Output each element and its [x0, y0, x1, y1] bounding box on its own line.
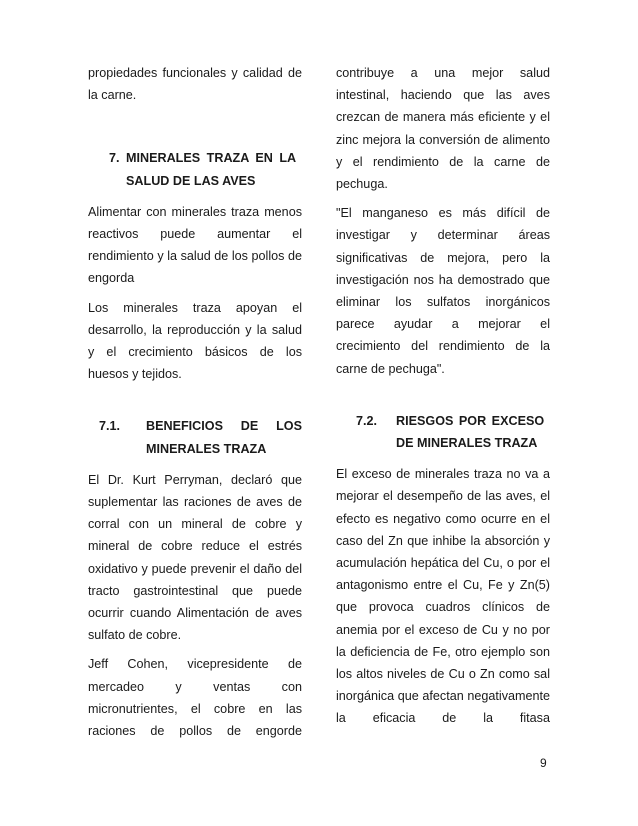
section-7-2-title-line2: DE MINERALES TRAZA: [396, 436, 538, 451]
left-column: [88, 62, 302, 749]
section-7-1-number: 7.1.: [99, 419, 121, 434]
section-7-1-paragraph: Jeff Cohen, vicepresidente de mercadeo y ventas con micronutrientes, el cobre en las raciones de pollos de engorde: [88, 657, 302, 739]
section-7-2-paragraph: El exceso de minerales traza no va a mejorar el desempeño de las aves, el efecto es negativo como ocurre en el caso del Zn que inhibe la absorción y acumulación hepática del Cu, o por el antagonismo entre el Cu, Fe y Zn(5) que provoca cuadros clínicos de anemia por el exceso de Cu y no por la deficiencia de Fe, otro ejemplo son los altos niveles de Cu o Zn como sal inorgánica que afectan negativamente la eficacia de la fitasa: [336, 467, 550, 726]
page-number: 9: [540, 756, 547, 770]
right-paragraph: "El manganeso es más difícil de investigar y determinar áreas significativas de mejora, pero la investigación nos ha demostrado que eliminar los sulfatos inorgánicos parece ayudar a mejorar el crecimiento del rendimiento de la carne de pechuga".: [336, 206, 550, 376]
section-7-paragraph: Los minerales traza apoyan el desarrollo, la reproducción y la salud y el crecimiento básicos de los huesos y tejidos.: [88, 300, 302, 382]
section-7-2-heading: [356, 410, 550, 454]
intro-paragraph: propiedades funcionales y calidad de la carne.: [88, 66, 302, 103]
section-7-1-paragraph: El Dr. Kurt Perryman, declaró que suplementar las raciones de aves de corral con un mineral de cobre y mineral de cobre reduce el estrés oxidativo y puede prevenir el daño del tracto gastrointestinal que puede ocurrir cuando Alimentación de aves sulfato de cobre.: [88, 472, 302, 643]
section-7-number: 7.: [109, 151, 120, 166]
section-7-2-number: 7.2.: [356, 413, 378, 428]
section-7-1-heading: [99, 415, 302, 459]
section-7-heading: [109, 147, 302, 191]
section-7-title-line2: SALUD DE LAS AVES: [126, 173, 256, 188]
right-paragraph: contribuye a una mejor salud intestinal, haciendo que las aves crezcan de manera más eficiente y el zinc mejora la conversión de alimento y el rendimiento de la carne de pechuga.: [336, 66, 550, 192]
right-column: [336, 62, 550, 737]
section-7-title-line1: MINERALES TRAZA EN LA: [126, 151, 297, 166]
section-7-1-title-line1: BENEFICIOS DE LOS: [146, 419, 302, 434]
section-7-1-title-line2: MINERALES TRAZA: [146, 441, 267, 456]
section-7-paragraph: Alimentar con minerales traza menos reactivos puede aumentar el rendimiento y la salud de los pollos de engorda: [88, 204, 302, 286]
section-7-2-title-line1: RIESGOS POR EXCESO: [396, 413, 545, 428]
